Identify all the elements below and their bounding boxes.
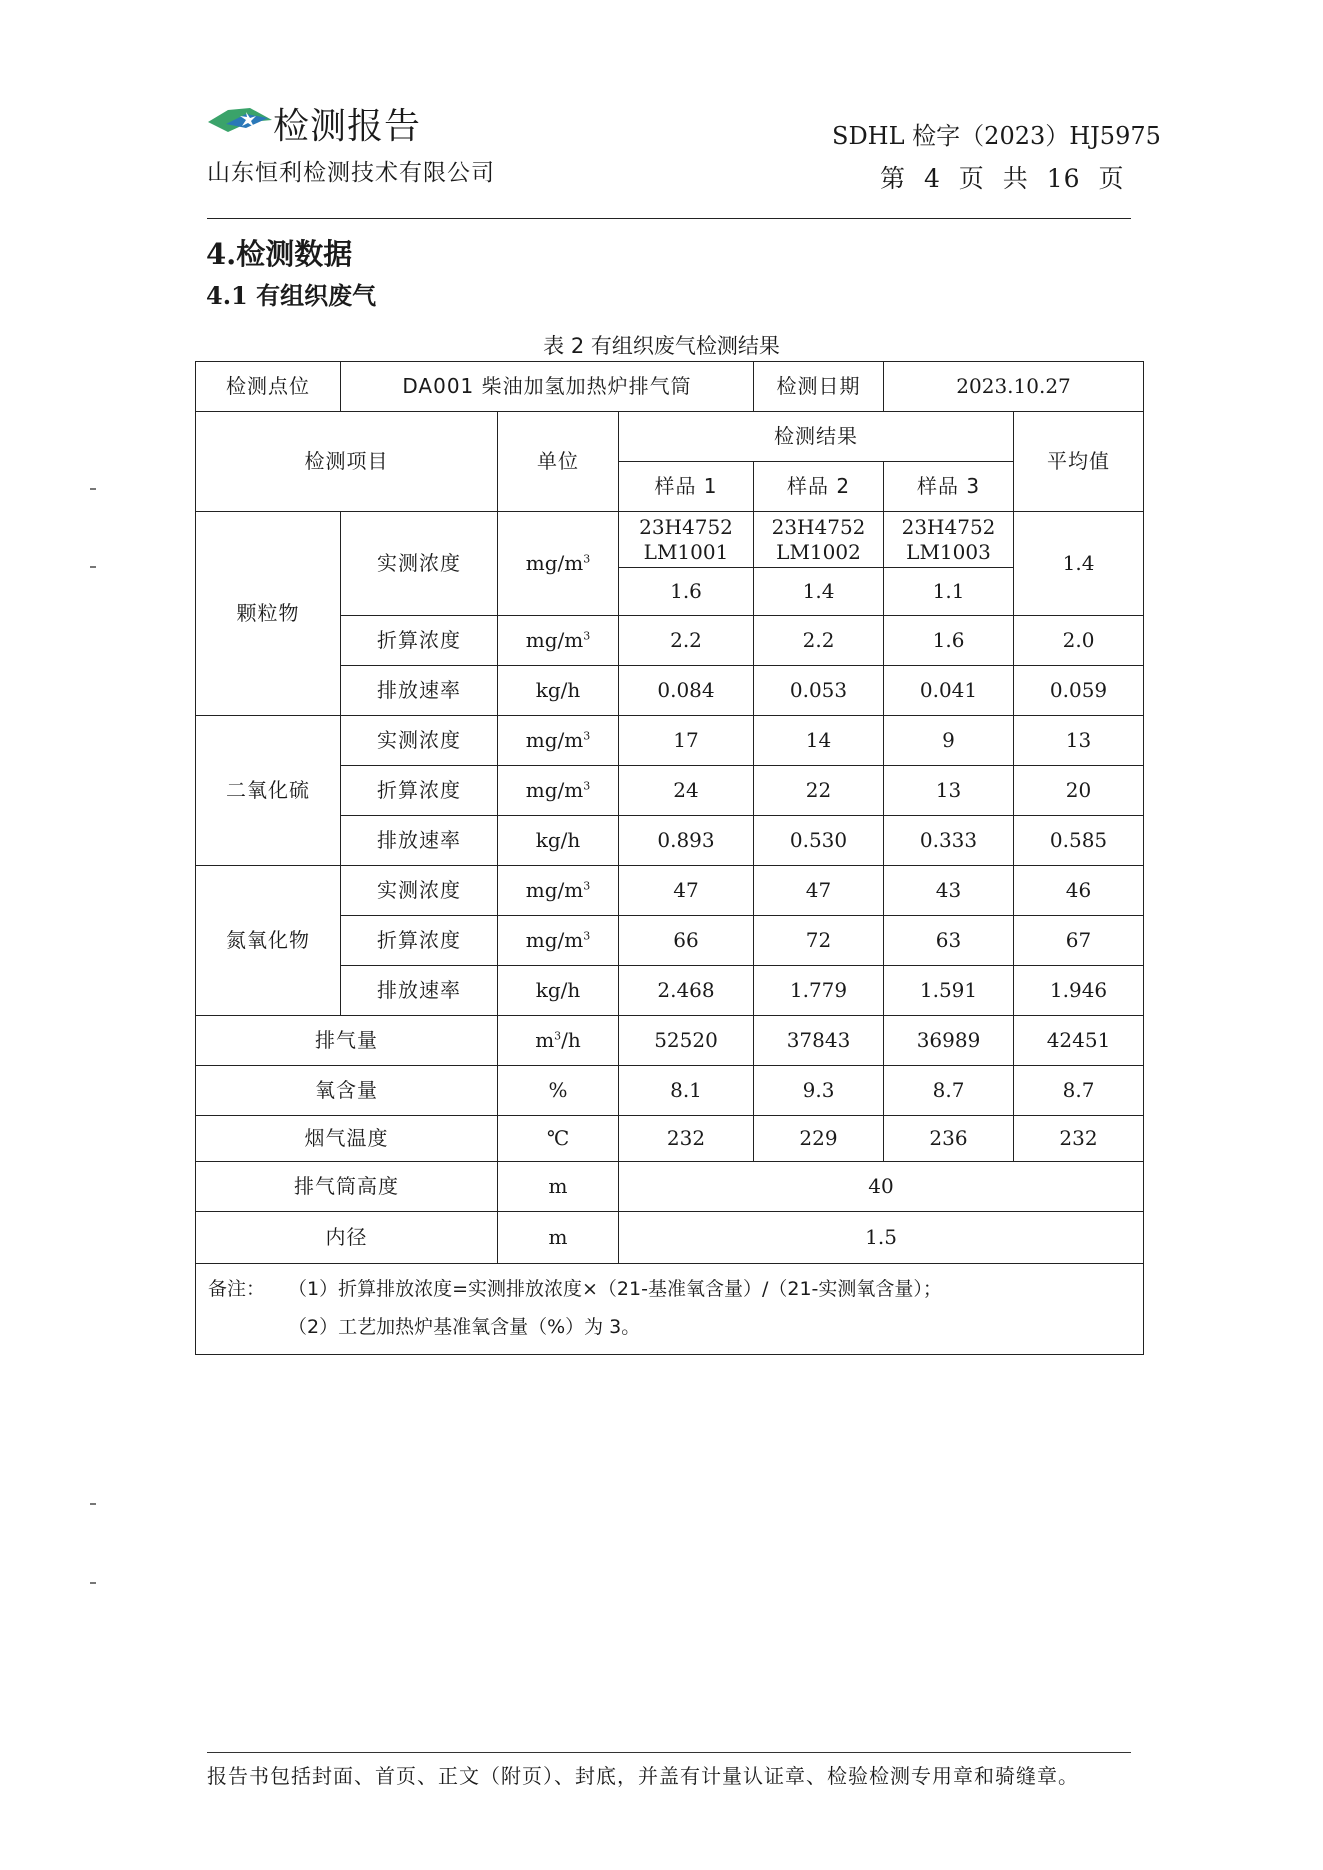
- value-cell: 14: [754, 716, 884, 766]
- unit-cell: $mg/m^3$: [498, 716, 619, 766]
- unit-cell: kg/h: [498, 966, 619, 1016]
- value-cell: 9: [884, 716, 1014, 766]
- avg-cell: 2.0: [1014, 616, 1144, 666]
- avg-cell: 13: [1014, 716, 1144, 766]
- value-cell: 24: [619, 766, 754, 816]
- measurement-row: [196, 512, 1144, 568]
- value-cell: 0.333: [884, 816, 1014, 866]
- table-caption: 表 2 有组织废气检测结果: [543, 334, 780, 358]
- value-cell: 2.2: [619, 616, 754, 666]
- value-cell: 36989: [884, 1016, 1014, 1066]
- sample-header: 样品 1: [619, 462, 754, 512]
- sample-code: 23H4752 LM1001: [619, 512, 754, 568]
- notes-label: 备注：: [208, 1278, 266, 1300]
- unit-cell: m: [498, 1212, 619, 1264]
- pollutant-name: 颗粒物: [196, 512, 341, 716]
- header-row-1: [196, 412, 1144, 462]
- metric-label: 实测浓度: [341, 716, 498, 766]
- value-cell: 0.084: [619, 666, 754, 716]
- value-cell: 0.041: [884, 666, 1014, 716]
- avg-cell: 1.4: [1014, 512, 1144, 616]
- value-cell: 47: [754, 866, 884, 916]
- report-title: 检测报告: [273, 106, 422, 147]
- value-cell: 66: [619, 916, 754, 966]
- unit-cell: $mg/m^3$: [498, 916, 619, 966]
- value-cell: 0.530: [754, 816, 884, 866]
- unit-cell: $mg/m^3$: [498, 616, 619, 666]
- unit-cell: $m^3/h$: [498, 1016, 619, 1066]
- item-header: 检测项目: [196, 412, 498, 512]
- notes-row: [196, 1264, 1144, 1355]
- value-cell: 229: [754, 1116, 884, 1162]
- temperature-row: [196, 1116, 1144, 1162]
- unit-header: 单位: [498, 412, 619, 512]
- metric-label: 排放速率: [341, 966, 498, 1016]
- row-label: 排气量: [196, 1016, 498, 1066]
- exhaust-row: [196, 1016, 1144, 1066]
- company-name: 山东恒利检测技术有限公司: [207, 160, 495, 186]
- value-cell: 63: [884, 916, 1014, 966]
- avg-header: 平均值: [1014, 412, 1144, 512]
- footer-note: 报告书包括封面、首页、正文（附页）、封底，并盖有计量认证章、检验检测专用章和骑缝章。: [207, 1764, 1079, 1788]
- row-label: 内径: [196, 1212, 498, 1264]
- row-label: 烟气温度: [196, 1116, 498, 1162]
- sample-code: 23H4752 LM1003: [884, 512, 1014, 568]
- value-cell: 1.4: [754, 568, 884, 616]
- value-cell: 1.1: [884, 568, 1014, 616]
- value-cell: 37843: [754, 1016, 884, 1066]
- date-value: 2023.10.27: [884, 362, 1144, 412]
- company-logo-icon: [206, 102, 274, 136]
- metric-label: 实测浓度: [341, 866, 498, 916]
- measurement-row: [196, 716, 1144, 766]
- avg-cell: 67: [1014, 916, 1144, 966]
- notes-cell: [196, 1264, 1144, 1355]
- value-cell: 236: [884, 1116, 1014, 1162]
- avg-cell: 42451: [1014, 1016, 1144, 1066]
- inner-diameter-row: [196, 1212, 1144, 1264]
- value-cell: 2.468: [619, 966, 754, 1016]
- unit-cell: $mg/m^3$: [498, 866, 619, 916]
- unit-cell: m: [498, 1162, 619, 1212]
- metric-label: 折算浓度: [341, 916, 498, 966]
- avg-cell: 8.7: [1014, 1066, 1144, 1116]
- metric-label: 排放速率: [341, 816, 498, 866]
- note-line-1: （1）折算排放浓度=实测排放浓度×（21-基准氧含量）/（21-实测氧含量）；: [288, 1278, 942, 1300]
- pollutant-name: 氮氧化物: [196, 866, 341, 1016]
- site-label: 检测点位: [196, 362, 341, 412]
- value-cell: 13: [884, 766, 1014, 816]
- header-divider: [207, 218, 1131, 219]
- avg-cell: 1.946: [1014, 966, 1144, 1016]
- avg-cell: 0.585: [1014, 816, 1144, 866]
- pollutant-name: 二氧化硫: [196, 716, 341, 866]
- value-cell: 1.6: [884, 616, 1014, 666]
- unit-cell: $mg/m^3$: [498, 766, 619, 816]
- value-cell: 2.2: [754, 616, 884, 666]
- unit-cell: $mg/m^3$: [498, 512, 619, 616]
- avg-cell: 20: [1014, 766, 1144, 816]
- scan-mark: [90, 566, 96, 568]
- value-cell: 9.3: [754, 1066, 884, 1116]
- date-label: 检测日期: [754, 362, 884, 412]
- sample-header: 样品 3: [884, 462, 1014, 512]
- scan-mark: [90, 488, 96, 490]
- avg-cell: 232: [1014, 1116, 1144, 1162]
- value-cell: 40: [619, 1162, 1144, 1212]
- results-table: [195, 361, 1144, 1355]
- metric-label: 折算浓度: [341, 766, 498, 816]
- metric-label: 实测浓度: [341, 512, 498, 616]
- measurement-row: [196, 866, 1144, 916]
- value-cell: 1.5: [619, 1212, 1144, 1264]
- row-label: 氧含量: [196, 1066, 498, 1116]
- oxygen-row: [196, 1066, 1144, 1116]
- sample-code: 23H4752 LM1002: [754, 512, 884, 568]
- value-cell: 8.1: [619, 1066, 754, 1116]
- value-cell: 8.7: [884, 1066, 1014, 1116]
- value-cell: 17: [619, 716, 754, 766]
- value-cell: 232: [619, 1116, 754, 1162]
- metric-label: 排放速率: [341, 666, 498, 716]
- unit-cell: kg/h: [498, 666, 619, 716]
- unit-cell: ℃: [498, 1116, 619, 1162]
- value-cell: 43: [884, 866, 1014, 916]
- value-cell: 52520: [619, 1016, 754, 1066]
- value-cell: 1.6: [619, 568, 754, 616]
- value-cell: 1.591: [884, 966, 1014, 1016]
- value-cell: 0.893: [619, 816, 754, 866]
- site-value: DA001 柴油加氢加热炉排气筒: [341, 362, 754, 412]
- value-cell: 22: [754, 766, 884, 816]
- result-header: 检测结果: [619, 412, 1014, 462]
- avg-cell: 46: [1014, 866, 1144, 916]
- scan-mark: [90, 1503, 96, 1505]
- section-title: 4.检测数据: [206, 237, 353, 271]
- subsection-title: 4.1 有组织废气: [206, 281, 377, 310]
- sample-header: 样品 2: [754, 462, 884, 512]
- footer-divider: [207, 1752, 1131, 1753]
- value-cell: 1.779: [754, 966, 884, 1016]
- metric-label: 折算浓度: [341, 616, 498, 666]
- scan-mark: [90, 1582, 96, 1584]
- page-indicator: 第 4 页 共 16 页: [880, 164, 1125, 193]
- note-line-2: （2）工艺加热炉基准氧含量（%）为 3。: [288, 1316, 641, 1338]
- report-number: SDHL 检字（2023）HJ5975: [832, 122, 1161, 150]
- stack-height-row: [196, 1162, 1144, 1212]
- row-label: 排气筒高度: [196, 1162, 498, 1212]
- avg-cell: 0.059: [1014, 666, 1144, 716]
- site-row: [196, 362, 1144, 412]
- unit-cell: %: [498, 1066, 619, 1116]
- value-cell: 72: [754, 916, 884, 966]
- value-cell: 47: [619, 866, 754, 916]
- unit-cell: kg/h: [498, 816, 619, 866]
- value-cell: 0.053: [754, 666, 884, 716]
